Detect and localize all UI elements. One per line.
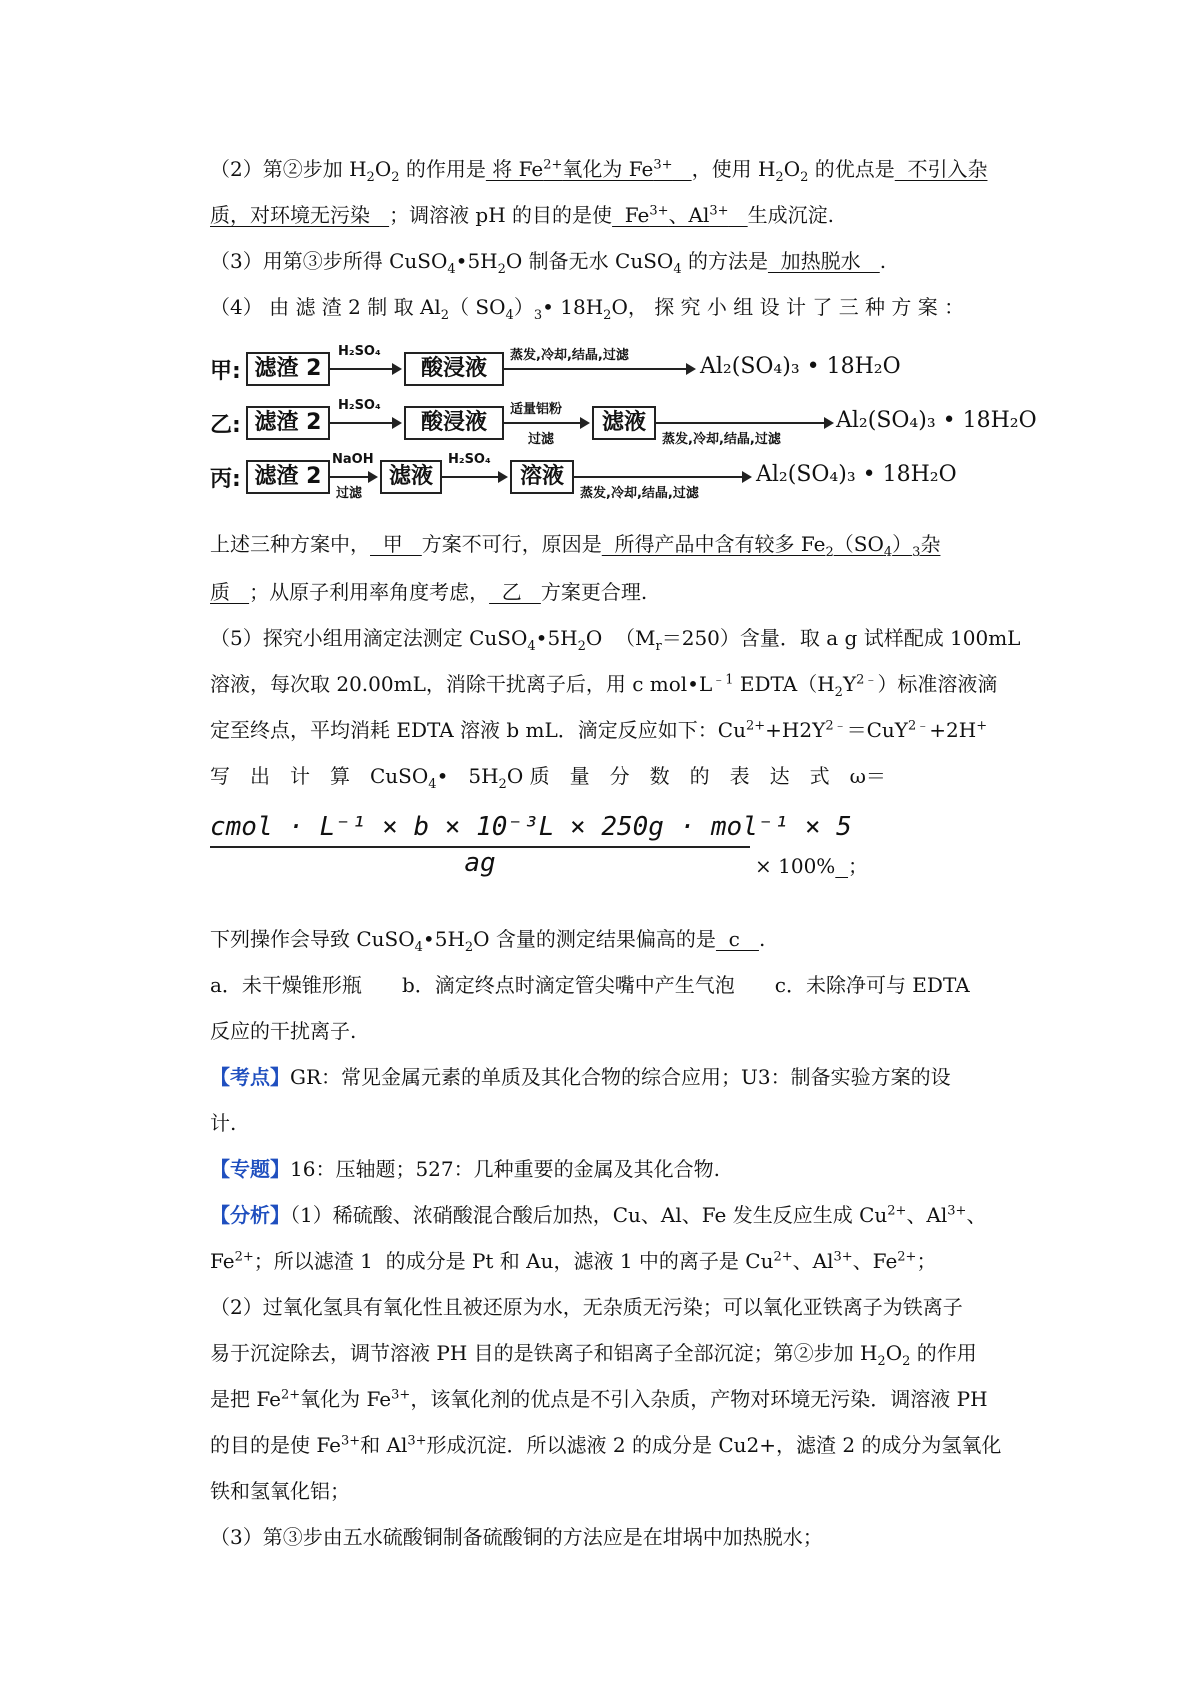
fraction-tail: × 100% ； xyxy=(755,854,869,878)
box-acid-leach: 酸浸液 xyxy=(404,352,504,386)
box-solution: 溶液 xyxy=(510,460,574,494)
arrow xyxy=(442,476,506,478)
conclusion-line1: 上述三种方案中， 甲 方案不可行，原因是 所得产品中含有较多 $Fe_2(SO_4)_3$杂 xyxy=(210,532,941,560)
arrow xyxy=(330,368,400,370)
fenxi-line3: （2）过氧化氢具有氧化性且被还原为水，无杂质无污染；可以氧化亚铁离子为铁离子 xyxy=(210,1295,963,1319)
q5-line2: 溶液，每次取 20.00mL，消除干扰离子后，用 c $mol•L^{﹣1}$ $EDTA(H_2Y^{2﹣})$标准溶液滴 xyxy=(210,672,998,700)
fraction-denominator: ag xyxy=(464,848,496,878)
arrow-label: 过滤 xyxy=(336,486,363,501)
zhuanti-tag: 【专题】 xyxy=(210,1157,290,1181)
q4-line: （4） 由 滤 渣 2 制 取 $Al_2$（ $SO_4)_3•$ $18H_2O$， 探 究 小 组 设 计 了 三 种 方 案 ： xyxy=(210,295,965,323)
arrow xyxy=(574,476,750,478)
q2-line1: （2）第②步加 $H_2O_2$ 的作用是 将 $Fe^{2+}$氧化为 $Fe^{3+}$ ，使用 $H_2O_2$ 的优点是 不引入杂 xyxy=(210,157,988,185)
fenxi-line8: （3）第③步由五水硫酸铜制备硫酸铜的方法应是在坩埚中加热脱水； xyxy=(210,1525,823,1549)
fenxi-tag: 【分析】 xyxy=(210,1203,290,1227)
kaodian-tag: 【考点】 xyxy=(210,1065,290,1089)
fenxi-line6: 的目的是使 $Fe^{3+}$和 $Al^{3+}$形成沉淀．所以滤液 2 的成分是 Cu2+，滤渣 2 的成分为氢氧化 xyxy=(210,1433,1002,1457)
scheme-yi xyxy=(210,398,1050,447)
conclusion-line2: 质 ；从原子利用率角度考虑， 乙 方案更合理. xyxy=(210,580,648,604)
q5-line1: （5）探究小组用滴定法测定 $CuSO_4•5H_2O$ $(M_r=250)$含量．取 a g 试样配成 100mL xyxy=(210,626,1021,654)
q5-line5: 下列操作会导致 $CuSO_4•5H_2O$ 含量的测定结果偏高的是 c . xyxy=(210,927,766,955)
fenxi-line5: 是把 $Fe^{2+}$氧化为 $Fe^{3+}$，该氧化剂的优点是不引入杂质，产物对环境无污染．调溶液 PH xyxy=(210,1387,988,1411)
arrow-label: 过滤 xyxy=(528,432,555,447)
q5-line3: 定至终点，平均消耗 EDTA 溶液 b mL．滴定反应如下：$Cu^{2+}+H2Y^{2﹣}=CuY^{2﹣}+2H^+$ xyxy=(210,718,988,742)
q3-line: （3）用第③步所得 $CuSO_4•5H_2O$ 制备无水 CuSO$_4$ 的方法是 加热脱水 . xyxy=(210,249,887,277)
q5-options-line2: 反应的干扰离子. xyxy=(210,1019,357,1043)
fraction-numerator: cmol · L⁻¹ × b × 10⁻³L × 250g · mol⁻¹ × 5 xyxy=(210,812,852,842)
box-residue2: 滤渣 2 xyxy=(246,352,330,386)
scheme-label: 乙: xyxy=(210,413,241,438)
q5-options xyxy=(210,971,970,999)
fenxi-line4: 易于沉淀除去，调节溶液 PH 目的是铁离子和铝离子全部沉淀；第②步加 $H_2O_2$ 的作用 xyxy=(210,1341,977,1369)
arrow xyxy=(330,422,400,424)
option-b: b．滴定终点时滴定管尖嘴中产生气泡 xyxy=(401,973,735,997)
arrow-label: H₂SO₄ xyxy=(338,398,381,413)
q2-line2: 质，对环境无污染 ；调溶液 pH 的目的是使 $Fe^{3+}$、$Al^{3+}$ 生成沉淀. xyxy=(210,203,835,227)
q5-line4: 写 出 计 算 CuSO$_4$• $5H_2O$ 质 量 分 数 的 表 达 式 ω＝ xyxy=(210,764,886,792)
fenxi-line1: 【分析】（1）稀硫酸、浓硝酸混合酸后加热，Cu、Al、Fe 发生反应生成 $Cu^{2+}$、$Al^{3+}$、 xyxy=(210,1203,987,1227)
box-residue2: 滤渣 2 xyxy=(246,460,330,494)
kaodian-line1: 【考点】GR：常见金属元素的单质及其化合物的综合应用；U3：制备实验方案的设 xyxy=(210,1065,951,1089)
arrow xyxy=(504,368,694,370)
arrow-label: 蒸发,冷却,结晶,过滤 xyxy=(510,348,629,363)
product-formula: Al₂(SO₄)₃ • 18H₂O xyxy=(756,462,957,487)
option-a: a．未干燥锥形瓶 xyxy=(210,973,362,997)
product-formula: Al₂(SO₄)₃ • 18H₂O xyxy=(700,354,901,379)
scheme-label: 丙: xyxy=(210,467,241,492)
box-filtrate: 滤液 xyxy=(380,460,442,494)
scheme-label: 甲: xyxy=(210,359,241,384)
arrow-label: NaOH xyxy=(332,452,374,467)
scheme-bing xyxy=(210,452,1050,501)
arrow-label: 蒸发,冷却,结晶,过滤 xyxy=(580,486,699,501)
arrow-label: H₂SO₄ xyxy=(338,344,381,359)
fenxi-line7: 铁和氢氧化铝； xyxy=(210,1479,350,1503)
option-c: c．未除净可与 EDTA xyxy=(774,973,970,997)
arrow xyxy=(330,476,376,478)
zhuanti-line: 【专题】16：压轴题；527：几种重要的金属及其化合物. xyxy=(210,1157,720,1181)
kaodian-line2: 计. xyxy=(210,1111,237,1135)
box-filtrate: 滤液 xyxy=(592,406,656,440)
fenxi-line2: $Fe^{2+}$；所以滤渣 1 的成分是 Pt 和 Au，滤液 1 中的离子是 $Cu^{2+}$、$Al^{3+}$、$Fe^{2+}$； xyxy=(210,1249,937,1273)
arrow xyxy=(656,422,832,424)
arrow-label: 适量铝粉 xyxy=(510,402,563,417)
arrow xyxy=(504,422,588,424)
scheme-jia xyxy=(210,344,1050,388)
arrow-label: 蒸发,冷却,结晶,过滤 xyxy=(662,432,781,447)
box-residue2: 滤渣 2 xyxy=(246,406,330,440)
product-formula: Al₂(SO₄)₃ • 18H₂O xyxy=(836,408,1037,433)
box-acid-leach: 酸浸液 xyxy=(404,406,504,440)
arrow-label: H₂SO₄ xyxy=(448,452,491,467)
